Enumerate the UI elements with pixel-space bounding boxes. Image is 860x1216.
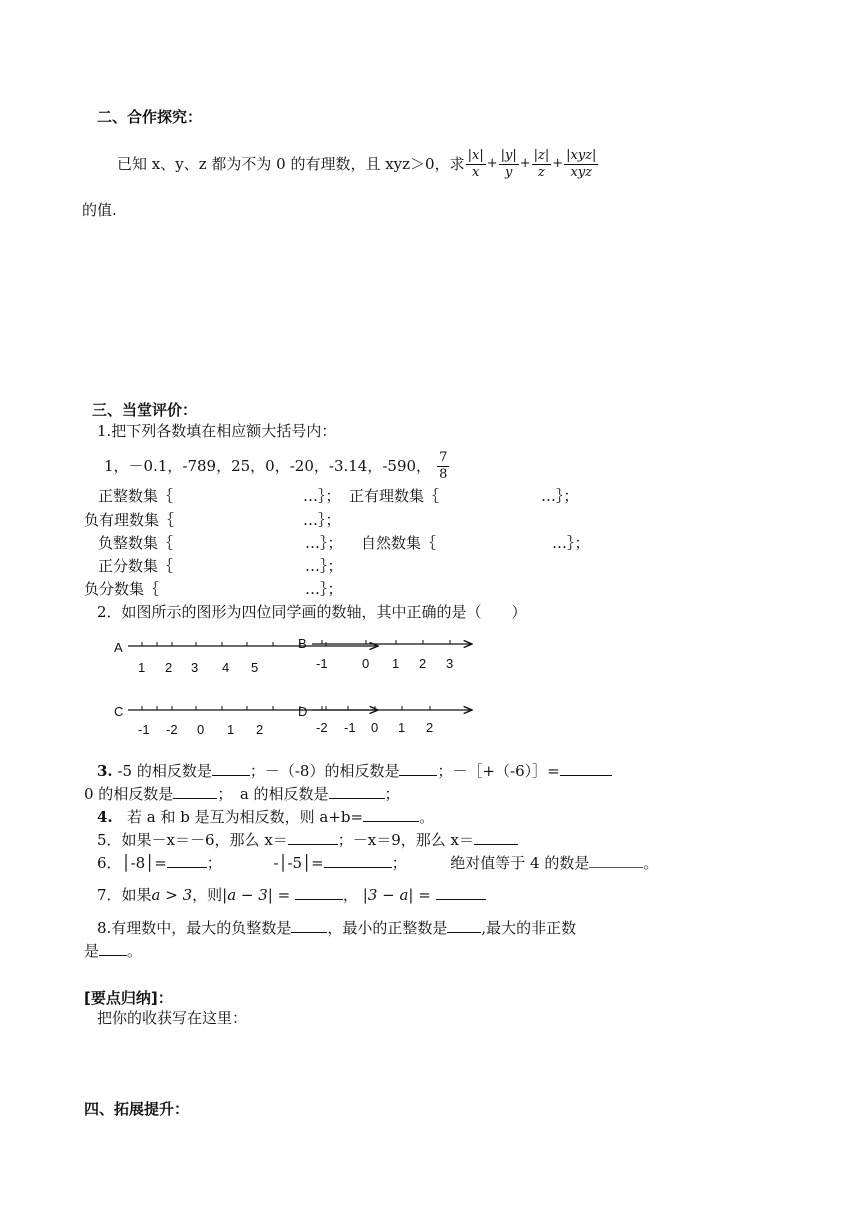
tick-label: 0 xyxy=(197,722,205,737)
number-line-a xyxy=(114,640,378,675)
set-positive-rationals: 正有理数集｛ xyxy=(349,487,440,505)
fraction-x: $\frac{|x|}{x}$ xyxy=(467,147,484,180)
tick-label: 4 xyxy=(222,660,230,675)
fraction-z: $\frac{|z|}{z}$ xyxy=(533,147,550,180)
number-line-c xyxy=(114,704,378,737)
tick-label: 2 xyxy=(256,722,264,737)
q3-line-1: 3. -5 的相反数是 ；－（-8）的相反数是 ；－［+（-6）］= xyxy=(97,760,612,781)
q3-line-2: 0 的相反数是 ； a 的相反数是 ； xyxy=(84,785,400,803)
number-line-b xyxy=(298,636,472,671)
tick-label: 0 xyxy=(371,720,379,735)
fraction-xyz: $\frac{\text{|xyz|}}{\text{xyz}}$ xyxy=(566,147,597,180)
tick-label: -2 xyxy=(166,722,178,737)
tick-label: 1 xyxy=(227,722,235,737)
tick-label: 2 xyxy=(419,656,427,671)
tick-label: 2 xyxy=(426,720,434,735)
tick-label: -1 xyxy=(316,656,328,671)
tick-label: 5 xyxy=(251,660,259,675)
fraction-7-8: $\frac{7}{8}$ xyxy=(439,449,448,482)
section-4-title: 四、拓展提升： xyxy=(84,1100,190,1118)
tick-label: -1 xyxy=(344,720,356,735)
tick-label: 2 xyxy=(165,660,173,675)
tick-label: -1 xyxy=(138,722,150,737)
problem-text: 已知 x、y、z 都为不为 0 的有理数，且 xyz＞0，求 xyxy=(117,155,465,173)
number-lines-figure xyxy=(100,630,500,745)
q2-text: 2．如图所示的图形为四位同学画的数轴，其中正确的是（ ） xyxy=(97,603,527,621)
set-positive-fractions: 正分数集｛ xyxy=(98,557,174,575)
summary-text: 把你的收获写在这里： xyxy=(97,1009,248,1027)
svg-text:D: D xyxy=(298,704,308,719)
q5-line: 5．如果－x＝－6，那么 x＝ ；－x＝9，那么 x＝ xyxy=(97,829,518,850)
summary-title: [要点归纳]： xyxy=(84,989,173,1007)
tick-label: 1 xyxy=(392,656,400,671)
section-3-title: 三、当堂评价： xyxy=(92,401,198,419)
problem-line: 已知 x、y、z 都为不为 0 的有理数，且 xyz＞0，求 $\frac{|x|}{x}$ + $\frac{|y|}{y}$ + $\frac{|z|}{z}$ + $\frac{\text{|xyz|}}{\text{xyz}}$ xyxy=(117,147,597,180)
svg-text:C: C xyxy=(114,704,124,719)
q8-line-2: 是 。 xyxy=(84,942,143,960)
q7-line: 7．如果a > 3，则|a − 3| = ， |3 − a| = xyxy=(97,884,486,905)
set-negative-integers: 负整数集｛ xyxy=(98,534,174,552)
fraction-y: $\frac{|y|}{y}$ xyxy=(500,147,517,180)
tick-label: -2 xyxy=(316,720,328,735)
q8-line-1: 8.有理数中，最大的负整数是 ，最小的正整数是 ,最大的非正数 xyxy=(97,919,577,937)
tick-label: 1 xyxy=(398,720,406,735)
tick-label: 3 xyxy=(191,660,199,675)
set-negative-rationals: 负有理数集｛ xyxy=(84,511,175,529)
tick-label: 3 xyxy=(446,656,454,671)
svg-text:A: A xyxy=(114,640,123,655)
section-2-title: 二、合作探究： xyxy=(97,108,203,126)
set-positive-integers: 正整数集｛ xyxy=(98,487,174,505)
problem-tail: 的值. xyxy=(82,201,117,219)
svg-text:B: B xyxy=(298,636,307,651)
set-natural-numbers: 自然数集｛ xyxy=(361,534,437,552)
set-negative-fractions: 负分数集｛ xyxy=(84,580,160,598)
tick-label: 1 xyxy=(138,660,146,675)
q6-line: 6．│-8│= ； -│-5│= ； 绝对值等于 4 的数是 。 xyxy=(97,854,659,872)
q4-line: 4. 若 a 和 b 是互为相反数，则 a+b= 。 xyxy=(97,808,435,826)
q1-numbers: 1，－0.1，-789，25，0，-20，-3.14，-590， $\frac{7}{8}$ xyxy=(104,449,448,482)
q1-text: 1.把下列各数填在相应额大括号内： xyxy=(97,422,337,440)
tick-label: 0 xyxy=(362,656,370,671)
number-line-d xyxy=(298,704,472,735)
